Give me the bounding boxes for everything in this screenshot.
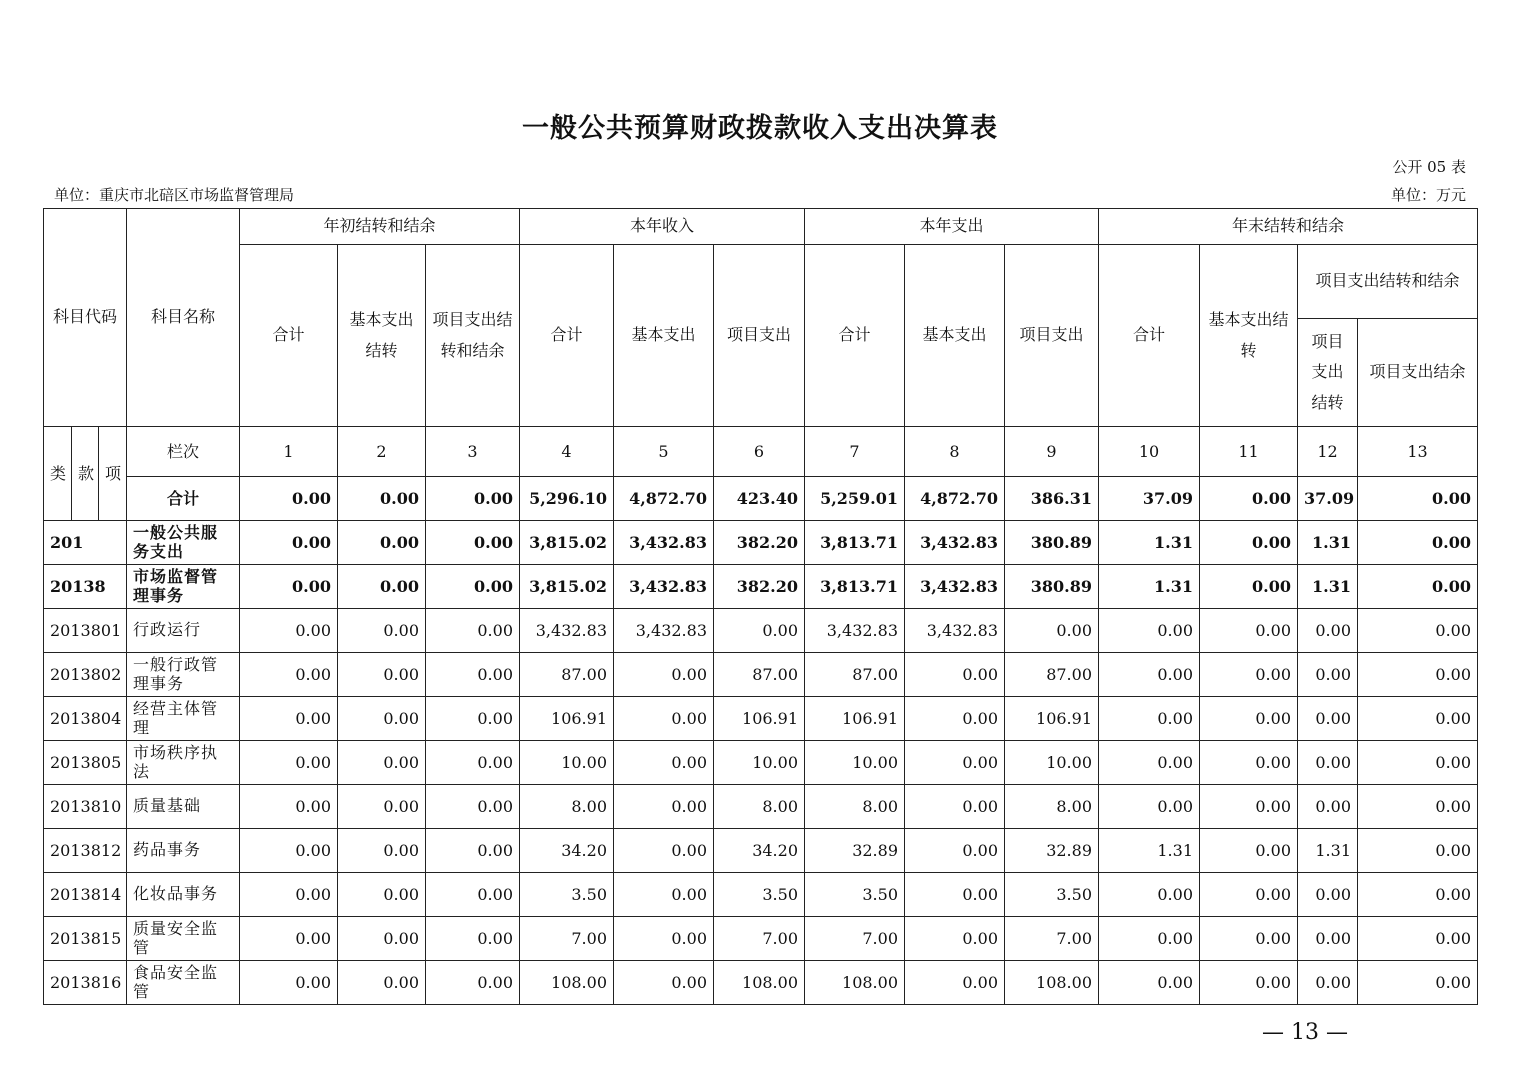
row-value-cell: 0.00 (426, 609, 520, 653)
row-value-cell: 0.00 (1099, 609, 1200, 653)
row-value-cell: 0.00 (1200, 785, 1298, 829)
row-value-cell: 0.00 (1358, 565, 1478, 609)
row-value-cell: 0.00 (240, 565, 338, 609)
row-value-cell: 0.00 (1099, 653, 1200, 697)
header-income-basic: 基本支出 (614, 245, 714, 427)
row-value-cell: 7.00 (714, 917, 805, 961)
row-value-cell: 3,432.83 (905, 609, 1005, 653)
row-value-cell: 0.00 (1200, 917, 1298, 961)
row-value-cell: 106.91 (805, 697, 905, 741)
total-value-cell: 5,259.01 (805, 477, 905, 521)
header-income-project: 项目支出 (714, 245, 805, 427)
row-value-cell: 32.89 (1005, 829, 1099, 873)
row-value-cell: 0.00 (338, 565, 426, 609)
row-value-cell: 87.00 (714, 653, 805, 697)
row-value-cell: 10.00 (805, 741, 905, 785)
row-value-cell: 3.50 (1005, 873, 1099, 917)
row-value-cell: 3,432.83 (614, 565, 714, 609)
row-value-cell: 0.00 (1298, 873, 1358, 917)
row-value-cell: 0.00 (1200, 961, 1298, 1005)
row-value-cell: 0.00 (426, 741, 520, 785)
row-value-cell: 0.00 (1358, 961, 1478, 1005)
row-value-cell: 8.00 (805, 785, 905, 829)
row-value-cell: 0.00 (614, 741, 714, 785)
row-value-cell: 1.31 (1298, 521, 1358, 565)
row-value-cell: 0.00 (1099, 961, 1200, 1005)
row-value-cell: 3,432.83 (614, 609, 714, 653)
row-value-cell: 3,432.83 (520, 609, 614, 653)
row-name: 一般行政管理事务 (127, 653, 240, 697)
row-value-cell: 0.00 (1298, 697, 1358, 741)
column-number: 1 (240, 427, 338, 477)
row-value-cell: 380.89 (1005, 521, 1099, 565)
row-value-cell: 0.00 (1200, 521, 1298, 565)
row-value-cell: 0.00 (338, 521, 426, 565)
column-number: 5 (614, 427, 714, 477)
total-value-cell: 0.00 (338, 477, 426, 521)
form-number: 公开 05 表 (1392, 158, 1466, 176)
column-number: 4 (520, 427, 614, 477)
row-code: 2013816 (44, 961, 127, 1005)
table-row (44, 873, 1478, 917)
row-value-cell: 87.00 (1005, 653, 1099, 697)
row-name: 质量基础 (127, 785, 240, 829)
row-value-cell: 0.00 (614, 829, 714, 873)
row-name: 经营主体管理 (127, 697, 240, 741)
table-row (44, 785, 1478, 829)
row-value-cell: 10.00 (1005, 741, 1099, 785)
table-row (44, 565, 1478, 609)
total-value-cell: 4,872.70 (905, 477, 1005, 521)
row-value-cell: 0.00 (1298, 609, 1358, 653)
row-name: 市场秩序执法 (127, 741, 240, 785)
header-group-opening: 年初结转和结余 (240, 209, 520, 245)
row-value-cell: 0.00 (614, 697, 714, 741)
row-value-cell: 10.00 (520, 741, 614, 785)
row-value-cell: 0.00 (338, 785, 426, 829)
row-code: 2013805 (44, 741, 127, 785)
row-value-cell: 0.00 (426, 917, 520, 961)
header-income-total: 合计 (520, 245, 614, 427)
row-value-cell: 0.00 (905, 829, 1005, 873)
row-value-cell: 1.31 (1099, 521, 1200, 565)
row-value-cell: 0.00 (1358, 697, 1478, 741)
row-value-cell: 0.00 (1298, 653, 1358, 697)
table-row (44, 609, 1478, 653)
row-value-cell: 0.00 (1005, 609, 1099, 653)
row-value-cell: 0.00 (240, 873, 338, 917)
header-expense-basic: 基本支出 (905, 245, 1005, 427)
row-value-cell: 0.00 (905, 741, 1005, 785)
row-value-cell: 0.00 (905, 785, 1005, 829)
total-value-cell: 386.31 (1005, 477, 1099, 521)
row-value-cell: 0.00 (338, 961, 426, 1005)
unit-organization: 单位：重庆市北碚区市场监督管理局 (54, 186, 295, 204)
row-value-cell: 8.00 (714, 785, 805, 829)
total-row-label: 合计 (127, 477, 240, 521)
page-title: 一般公共预算财政拨款收入支出决算表 (522, 113, 998, 144)
row-value-cell: 0.00 (240, 829, 338, 873)
budget-table (43, 208, 1478, 1005)
row-value-cell: 0.00 (1358, 917, 1478, 961)
column-number: 12 (1298, 427, 1358, 477)
row-value-cell: 108.00 (714, 961, 805, 1005)
row-value-cell: 32.89 (805, 829, 905, 873)
row-value-cell: 0.00 (614, 653, 714, 697)
row-value-cell: 0.00 (240, 961, 338, 1005)
row-value-cell: 0.00 (614, 917, 714, 961)
row-value-cell: 3.50 (805, 873, 905, 917)
table-row (44, 653, 1478, 697)
row-name: 质量安全监管 (127, 917, 240, 961)
table-row (44, 697, 1478, 741)
header-code: 科目代码 (44, 209, 127, 427)
total-value-cell: 5,296.10 (520, 477, 614, 521)
row-name: 化妆品事务 (127, 873, 240, 917)
row-value-cell: 0.00 (1200, 609, 1298, 653)
row-value-cell: 0.00 (1200, 829, 1298, 873)
row-value-cell: 0.00 (426, 785, 520, 829)
row-code: 2013812 (44, 829, 127, 873)
header-group-income: 本年收入 (520, 209, 805, 245)
row-value-cell: 0.00 (1358, 653, 1478, 697)
row-value-cell: 106.91 (714, 697, 805, 741)
row-value-cell: 3,813.71 (805, 521, 905, 565)
row-value-cell: 382.20 (714, 565, 805, 609)
row-value-cell: 34.20 (714, 829, 805, 873)
row-value-cell: 0.00 (905, 653, 1005, 697)
row-value-cell: 0.00 (714, 609, 805, 653)
total-value-cell: 0.00 (240, 477, 338, 521)
row-value-cell: 0.00 (1099, 697, 1200, 741)
row-value-cell: 0.00 (1358, 609, 1478, 653)
row-code: 2013814 (44, 873, 127, 917)
row-value-cell: 108.00 (805, 961, 905, 1005)
row-value-cell: 0.00 (338, 697, 426, 741)
row-value-cell: 0.00 (1099, 917, 1200, 961)
row-value-cell: 0.00 (1298, 741, 1358, 785)
row-value-cell: 8.00 (520, 785, 614, 829)
row-value-cell: 3,432.83 (905, 521, 1005, 565)
table-row (44, 741, 1478, 785)
header-group-closing: 年末结转和结余 (1099, 209, 1478, 245)
row-value-cell: 380.89 (1005, 565, 1099, 609)
header-closing-project-surplus: 项目支出结余 (1358, 319, 1478, 427)
row-value-cell: 0.00 (905, 873, 1005, 917)
row-value-cell: 1.31 (1099, 829, 1200, 873)
row-value-cell: 8.00 (1005, 785, 1099, 829)
row-code: 201 (44, 521, 127, 565)
column-number: 11 (1200, 427, 1298, 477)
row-name: 行政运行 (127, 609, 240, 653)
row-code: 2013804 (44, 697, 127, 741)
row-value-cell: 0.00 (614, 961, 714, 1005)
row-value-cell: 0.00 (240, 741, 338, 785)
row-value-cell: 0.00 (338, 917, 426, 961)
row-value-cell: 0.00 (1200, 653, 1298, 697)
row-value-cell: 3,432.83 (614, 521, 714, 565)
row-value-cell: 382.20 (714, 521, 805, 565)
row-value-cell: 0.00 (240, 609, 338, 653)
row-value-cell: 0.00 (240, 521, 338, 565)
header-closing-total: 合计 (1099, 245, 1200, 427)
row-value-cell: 0.00 (338, 653, 426, 697)
row-value-cell: 0.00 (1200, 697, 1298, 741)
column-number: 7 (805, 427, 905, 477)
table-row (44, 521, 1478, 565)
row-value-cell: 3.50 (714, 873, 805, 917)
total-value-cell: 0.00 (1358, 477, 1478, 521)
row-value-cell: 108.00 (520, 961, 614, 1005)
row-value-cell: 0.00 (426, 565, 520, 609)
row-value-cell: 0.00 (426, 697, 520, 741)
row-value-cell: 3,432.83 (805, 609, 905, 653)
row-value-cell: 0.00 (905, 917, 1005, 961)
header-lei: 类 (44, 427, 72, 521)
total-value-cell: 37.09 (1099, 477, 1200, 521)
row-value-cell: 0.00 (240, 785, 338, 829)
row-value-cell: 87.00 (520, 653, 614, 697)
header-group-expense: 本年支出 (805, 209, 1099, 245)
total-value-cell: 423.40 (714, 477, 805, 521)
row-name: 食品安全监管 (127, 961, 240, 1005)
row-value-cell: 0.00 (1298, 917, 1358, 961)
row-value-cell: 3,815.02 (520, 565, 614, 609)
column-number: 13 (1358, 427, 1478, 477)
row-value-cell: 108.00 (1005, 961, 1099, 1005)
row-value-cell: 0.00 (1200, 741, 1298, 785)
header-expense-project: 项目支出 (1005, 245, 1099, 427)
header-closing-project-group: 项目支出结转和结余 (1298, 245, 1478, 319)
row-name: 药品事务 (127, 829, 240, 873)
row-code: 2013810 (44, 785, 127, 829)
row-value-cell: 3,815.02 (520, 521, 614, 565)
row-value-cell: 0.00 (426, 829, 520, 873)
row-value-cell: 0.00 (1200, 873, 1298, 917)
row-value-cell: 0.00 (905, 697, 1005, 741)
row-value-cell: 0.00 (1358, 829, 1478, 873)
row-value-cell: 1.31 (1099, 565, 1200, 609)
row-value-cell: 0.00 (1099, 741, 1200, 785)
row-value-cell: 0.00 (1298, 785, 1358, 829)
header-opening-total: 合计 (240, 245, 338, 427)
row-value-cell: 1.31 (1298, 829, 1358, 873)
row-value-cell: 34.20 (520, 829, 614, 873)
column-number: 6 (714, 427, 805, 477)
row-value-cell: 3,813.71 (805, 565, 905, 609)
row-value-cell: 0.00 (1358, 741, 1478, 785)
row-name: 市场监督管理事务 (127, 565, 240, 609)
table-row (44, 961, 1478, 1005)
header-closing-basic-carry: 基本支出结转 (1200, 245, 1298, 427)
row-value-cell: 0.00 (1099, 785, 1200, 829)
column-number: 3 (426, 427, 520, 477)
column-index-label: 栏次 (127, 427, 240, 477)
header-xiang: 项 (99, 427, 127, 521)
row-value-cell: 0.00 (338, 873, 426, 917)
row-value-cell: 3.50 (520, 873, 614, 917)
row-value-cell: 0.00 (338, 741, 426, 785)
row-value-cell: 87.00 (805, 653, 905, 697)
table-row (44, 829, 1478, 873)
row-value-cell: 0.00 (614, 873, 714, 917)
header-closing-project-carry: 项目支出结转 (1298, 319, 1358, 427)
header-name: 科目名称 (127, 209, 240, 427)
row-value-cell: 106.91 (520, 697, 614, 741)
row-value-cell: 0.00 (1200, 565, 1298, 609)
row-value-cell: 10.00 (714, 741, 805, 785)
row-code: 20138 (44, 565, 127, 609)
total-value-cell: 4,872.70 (614, 477, 714, 521)
header-kuan: 款 (72, 427, 99, 521)
row-value-cell: 0.00 (614, 785, 714, 829)
header-opening-project-carry-surplus: 项目支出结转和结余 (426, 245, 520, 427)
row-value-cell: 0.00 (1099, 873, 1200, 917)
row-value-cell: 0.00 (426, 653, 520, 697)
row-value-cell: 7.00 (805, 917, 905, 961)
row-value-cell: 0.00 (240, 653, 338, 697)
row-value-cell: 106.91 (1005, 697, 1099, 741)
column-number: 8 (905, 427, 1005, 477)
row-value-cell: 0.00 (905, 961, 1005, 1005)
total-value-cell: 37.09 (1298, 477, 1358, 521)
header-expense-total: 合计 (805, 245, 905, 427)
row-code: 2013801 (44, 609, 127, 653)
row-value-cell: 0.00 (1358, 785, 1478, 829)
row-value-cell: 0.00 (426, 521, 520, 565)
row-value-cell: 0.00 (426, 961, 520, 1005)
row-value-cell: 0.00 (338, 609, 426, 653)
row-code: 2013802 (44, 653, 127, 697)
row-name: 一般公共服务支出 (127, 521, 240, 565)
table-row (44, 917, 1478, 961)
row-value-cell: 7.00 (520, 917, 614, 961)
header-opening-basic-carry: 基本支出结转 (338, 245, 426, 427)
row-value-cell: 0.00 (240, 697, 338, 741)
row-code: 2013815 (44, 917, 127, 961)
row-value-cell: 0.00 (338, 829, 426, 873)
row-value-cell: 1.31 (1298, 565, 1358, 609)
column-number: 10 (1099, 427, 1200, 477)
row-value-cell: 3,432.83 (905, 565, 1005, 609)
row-value-cell: 0.00 (426, 873, 520, 917)
column-number: 2 (338, 427, 426, 477)
total-value-cell: 0.00 (426, 477, 520, 521)
column-number: 9 (1005, 427, 1099, 477)
page-number: — 13 — (1262, 1020, 1348, 1045)
row-value-cell: 0.00 (1298, 961, 1358, 1005)
row-value-cell: 0.00 (1358, 873, 1478, 917)
unit-currency: 单位：万元 (1390, 186, 1466, 204)
total-value-cell: 0.00 (1200, 477, 1298, 521)
row-value-cell: 0.00 (1358, 521, 1478, 565)
row-value-cell: 7.00 (1005, 917, 1099, 961)
row-value-cell: 0.00 (240, 917, 338, 961)
